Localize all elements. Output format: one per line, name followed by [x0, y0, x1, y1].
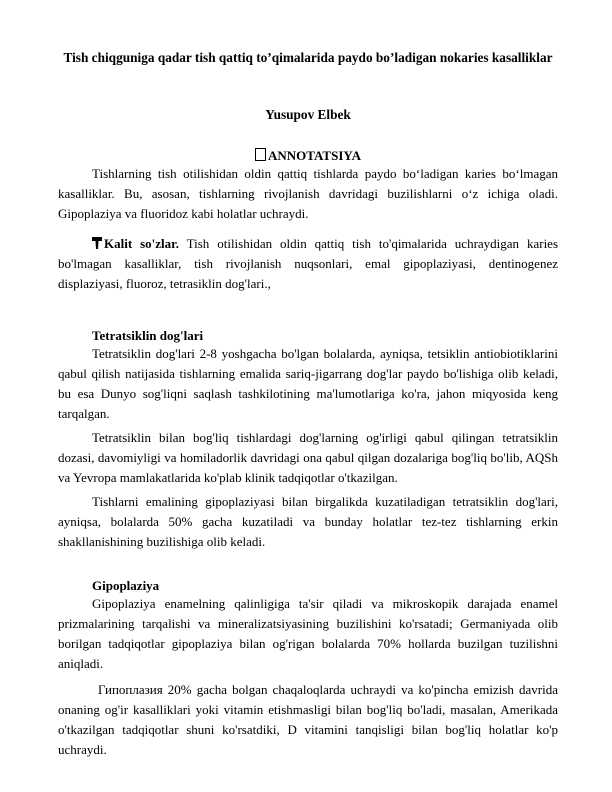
- annotation-heading: [58, 148, 558, 164]
- annotation-text: Tishlarning tish otilishidan oldin qattiq tishlarda paydo bo‘ladigan karies bo‘lmagan kasalliklar. Bu, asosan, tishlarning rivojlanish davridagi buzilishlarni o‘z ichiga oladi. Gipoplaziya va fluoridoz kabi holatlar uchraydi.: [58, 166, 558, 221]
- hypoplasia-paragraph-2: [58, 680, 558, 760]
- annotation-heading-label: ANNOTATSIYA: [268, 148, 361, 163]
- tetracycline-paragraph-1-text: Tetratsiklin dog'lari 2-8 yoshgacha bo'lgan bolalarda, ayniqsa, tetsiklin antiobiotiklarini qabul qilish natijasida tishlarning emalida sariq-jigarrang dog'lar paydo bo'lishiga olib keladi, bu esa Dunyo sog'liqni saqlash tashkilotining ma'lumotlariga ko'ra, jahon miqyosida keng tarqalgan.: [58, 346, 558, 421]
- section-heading-hypoplasia: Gipoplaziya: [92, 578, 160, 593]
- document-title: Tish chiqguniga qadar tish qattiq to’qimalarida paydo bo’ladigan nokaries kasalliklar: [63, 50, 553, 65]
- tetracycline-paragraph-2-text: Tetratsiklin bilan bog'liq tishlardagi dog'larning og'irligi qabul qilingan tetratsiklin dozasi, davomiyligi va homiladorlik davridagi ona qabul qilgan dozalariga bog'liq bo'lib, AQSh va Yevropa mamlakatlarida ko'plab klinik tadqiqotlar o'tkazilgan.: [58, 430, 558, 485]
- box-glyph-icon: [255, 148, 266, 161]
- tetracycline-paragraph-2: [58, 428, 558, 488]
- tetracycline-paragraph-3: [58, 492, 558, 552]
- annotation-paragraph: [58, 164, 558, 224]
- section-heading-tetracycline: Tetratsiklin dog'lari: [92, 328, 204, 343]
- hypoplasia-paragraph-2-text: Гипоплазия 20% gacha bolgan chaqaloqlarda uchraydi va ko'pincha emizish davrida onaning og'ir kasalliklari yoki vitamin etishmasligi bilan bog'liq bo'ladi, masalan, Amerikada o'tkazilgan tadqiqotlar shuni ko'rsatdiki, D vitamini tanqisligi bilan bog'liq holatlar ko'p uchraydi.: [58, 682, 558, 757]
- keywords-label: Kalit so'zlar.: [104, 236, 179, 251]
- tetracycline-paragraph-3-text: Tishlarni emalining gipoplaziyasi bilan birgalikda kuzatiladigan tetratsiklin dog'lari, ayniqsa, bolalarda 50% gacha kuzatiladi va bunday holatlar tez-tez tishlarning erkin shakllanishining buzilishiga olib keladi.: [58, 494, 558, 549]
- author-name: Yusupov Elbek: [265, 107, 351, 122]
- hypoplasia-paragraph-1: [58, 594, 558, 674]
- hypoplasia-paragraph-1-text: Gipoplaziya enamelning qalinligiga ta'sir qiladi va mikroskopik darajada enamel prizmalarining tarqalishi va mineralizatsiyasining buzilishini ko'rsatadi; Germaniyada olib borilgan tadqiqotlar gipoplaziya bilan og'rigan bolalarda 70% hollarda buzilgan tuzilishni aniqladi.: [58, 596, 558, 671]
- tetracycline-paragraph-1: [58, 344, 558, 424]
- keywords-text: Tish otilishidan oldin qattiq tish to'qimalarida uchraydigan karies bo'lmagan kasalliklar, tish rivojlanish nuqsonlari, emal gipoplaziyasi, dentinogenez displaziyasi, fluoroz, tetrasiklin dog'lari.,: [58, 236, 559, 291]
- keywords-paragraph: [58, 234, 558, 294]
- tooth-icon: [92, 237, 102, 249]
